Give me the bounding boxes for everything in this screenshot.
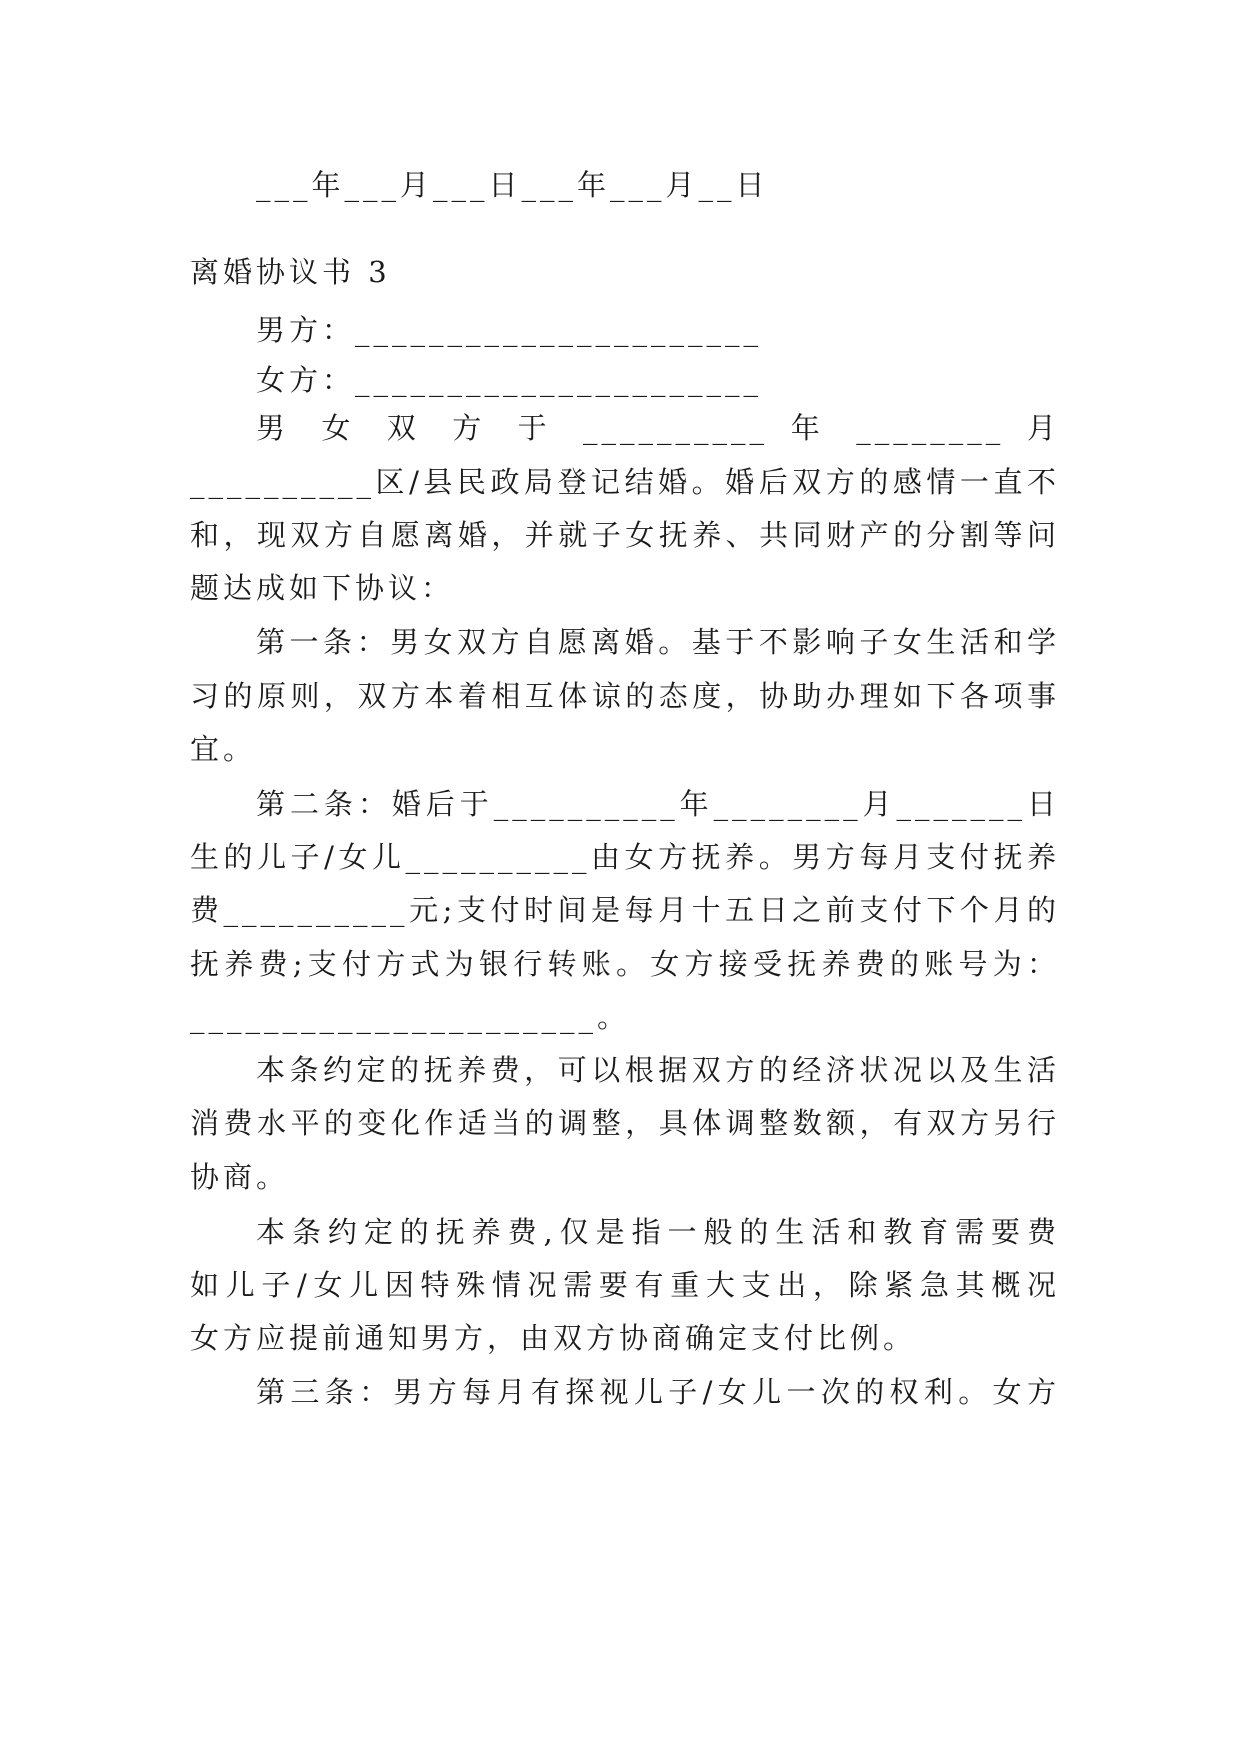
paragraph-line: ______________________。 bbox=[190, 1000, 631, 1034]
paragraph-line: 和，现双方自愿离婚，并就子女抚养、共同财产的分割等问 bbox=[190, 518, 1060, 552]
paragraph-line: 本条约定的抚养费，可以根据双方的经济状况以及生活 bbox=[256, 1053, 1060, 1087]
paragraph-line: 第二条：婚后于__________年________月_______日 bbox=[256, 787, 1060, 821]
paragraph-line: 如儿子/女儿因特殊情况需要有重大支出，除紧急其概况 bbox=[190, 1268, 1060, 1302]
paragraph-line: 费__________元;支付时间是每月十五日之前支付下个月的 bbox=[190, 893, 1060, 927]
paragraph-line: 题达成如下协议： bbox=[190, 571, 455, 605]
paragraph-line: __________区/县民政局登记结婚。婚后双方的感情一直不 bbox=[190, 465, 1060, 499]
paragraph-line: 抚养费;支付方式为银行转账。女方接受抚养费的账号为： bbox=[190, 947, 1060, 981]
paragraph-line: 第一条：男女双方自愿离婚。基于不影响子女生活和学 bbox=[256, 625, 1060, 659]
paragraph-line: 生的儿子/女儿__________由女方抚养。男方每月支付抚养 bbox=[190, 840, 1060, 874]
document-title: 离婚协议书 3 bbox=[190, 255, 391, 289]
paragraph-line: 男 女 双 方 于 __________ 年 ________ 月 bbox=[256, 411, 1060, 445]
male-party-line: 男方：______________________ bbox=[256, 313, 763, 347]
female-party-line: 女方：______________________ bbox=[256, 363, 763, 397]
paragraph-line: 宜。 bbox=[190, 732, 257, 766]
date-line: ___年___月___日___年___月__日 bbox=[256, 168, 769, 202]
paragraph-line: 习的原则，双方本着相互体谅的态度，协助办理如下各项事 bbox=[190, 679, 1060, 713]
paragraph-line: 协商。 bbox=[190, 1160, 290, 1194]
paragraph-line: 第三条：男方每月有探视儿子/女儿一次的权利。女方 bbox=[256, 1375, 1060, 1409]
paragraph-line: 女方应提前通知男方，由双方协商确定支付比例。 bbox=[190, 1321, 917, 1355]
paragraph-line: 消费水平的变化作适当的调整，具体调整数额，有双方另行 bbox=[190, 1106, 1060, 1140]
paragraph-line: 本条约定的抚养费,仅是指一般的生活和教育需要费 bbox=[256, 1215, 1060, 1249]
